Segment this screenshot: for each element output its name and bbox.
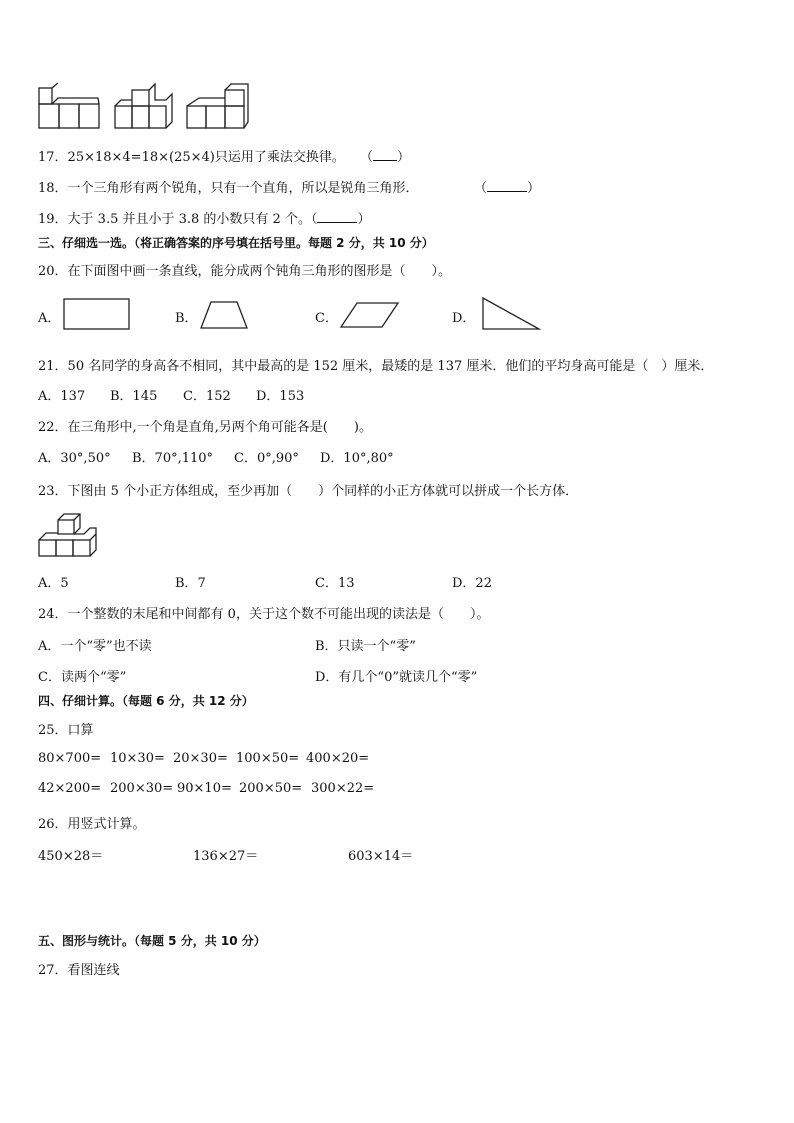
cube-views-figure-1 <box>38 86 102 130</box>
option-22-c[interactable]: C．0°,90° <box>234 451 299 466</box>
question-20: 20．在下面图中画一条直线，能分成两个钝角三角形的图形是（ ）。 <box>38 264 452 279</box>
question-24: 24．一个整数的末尾和中间都有 0，关于这个数不可能出现的读法是（ ）。 <box>38 607 490 622</box>
mental-calc-item: 100×50= <box>236 751 300 766</box>
option-21-b[interactable]: B．145 <box>110 389 158 404</box>
option-24-d[interactable]: D．有几个“0”就读几个“零” <box>315 670 478 685</box>
option-22-b[interactable]: B．70°,110° <box>132 451 214 466</box>
option-23-d[interactable]: D．22 <box>452 576 492 591</box>
mental-calc-item: 20×30= <box>173 751 228 766</box>
option-21-a[interactable]: A．137 <box>38 389 86 404</box>
section-5-heading: 五、图形与统计。（每题 5 分，共 10 分） <box>38 934 266 948</box>
vertical-calc-item: 450×28＝ <box>38 849 104 864</box>
section-4-heading: 四、仔细计算。（每题 6 分，共 12 分） <box>38 694 254 708</box>
question-22: 22．在三角形中,一个角是直角,另两个角可能各是( )。 <box>38 420 372 435</box>
option-22-a[interactable]: A．30°,50° <box>38 451 111 466</box>
mental-calc-item: 200×50= <box>239 781 303 796</box>
option-22-d[interactable]: D．10°,80° <box>320 451 394 466</box>
mental-calc-item: 42×200= <box>38 781 102 796</box>
question-19: 19．大于 3.5 并且小于 3.8 的小数只有 2 个。（ ） <box>38 212 371 227</box>
section-3-heading: 三、仔细选一选。（将正确答案的序号填在括号里。每题 2 分，共 10 分） <box>38 236 434 250</box>
mental-calc-item: 90×10= <box>177 781 232 796</box>
question-27-title: 27．看图连线 <box>38 963 120 978</box>
question-17: 17．25×18×4=18×(25×4)只运用了乘法交换律。 <box>38 150 345 165</box>
option-24-b[interactable]: B．只读一个“零” <box>315 639 416 654</box>
parallelogram-shape <box>340 301 402 329</box>
mental-calc-item: 80×700= <box>38 751 102 766</box>
vertical-calc-item: 603×14＝ <box>348 849 414 864</box>
option-24-a[interactable]: A．一个“零”也不读 <box>38 639 152 654</box>
answer-blank-18[interactable]: （ ） <box>474 181 541 196</box>
answer-blank-17[interactable]: （ ） <box>360 150 411 165</box>
cube-views-figure-3 <box>186 86 250 130</box>
option-20-b[interactable]: B． <box>175 311 198 326</box>
option-23-b[interactable]: B．7 <box>175 576 206 591</box>
question-18: 18．一个三角形有两个锐角，只有一个直角，所以是锐角三角形． <box>38 181 419 196</box>
vertical-calc-item: 136×27＝ <box>193 849 259 864</box>
mental-calc-item: 300×22= <box>311 781 375 796</box>
mental-calc-item: 10×30= <box>110 751 165 766</box>
right-triangle-shape <box>481 296 543 332</box>
option-23-a[interactable]: A．5 <box>38 576 69 591</box>
mental-calc-item: 200×30= <box>110 781 174 796</box>
cube-stack-figure <box>38 506 102 558</box>
cube-views-figure-2 <box>114 86 182 130</box>
question-26-title: 26．用竖式计算。 <box>38 817 146 832</box>
question-21: 21．50 名同学的身高各不相同，其中最高的是 152 厘米，最矮的是 137 厘米．他们的平均身高可能是（ ）厘米． <box>38 359 714 374</box>
option-23-c[interactable]: C．13 <box>315 576 355 591</box>
option-21-d[interactable]: D．153 <box>256 389 305 404</box>
question-25-title: 25．口算 <box>38 723 94 738</box>
mental-calc-item: 400×20= <box>306 751 370 766</box>
trapezoid-shape <box>200 300 250 330</box>
option-20-c[interactable]: C． <box>315 311 338 326</box>
option-20-d[interactable]: D． <box>452 311 476 326</box>
rectangle-shape <box>63 298 131 330</box>
option-20-a[interactable]: A． <box>38 311 61 326</box>
option-21-c[interactable]: C．152 <box>183 389 231 404</box>
option-24-c[interactable]: C．读两个“零” <box>38 670 127 685</box>
question-23: 23．下图由 5 个小正方体组成，至少再加（ ）个同样的小正方体就可以拼成一个长方体． <box>38 484 579 499</box>
